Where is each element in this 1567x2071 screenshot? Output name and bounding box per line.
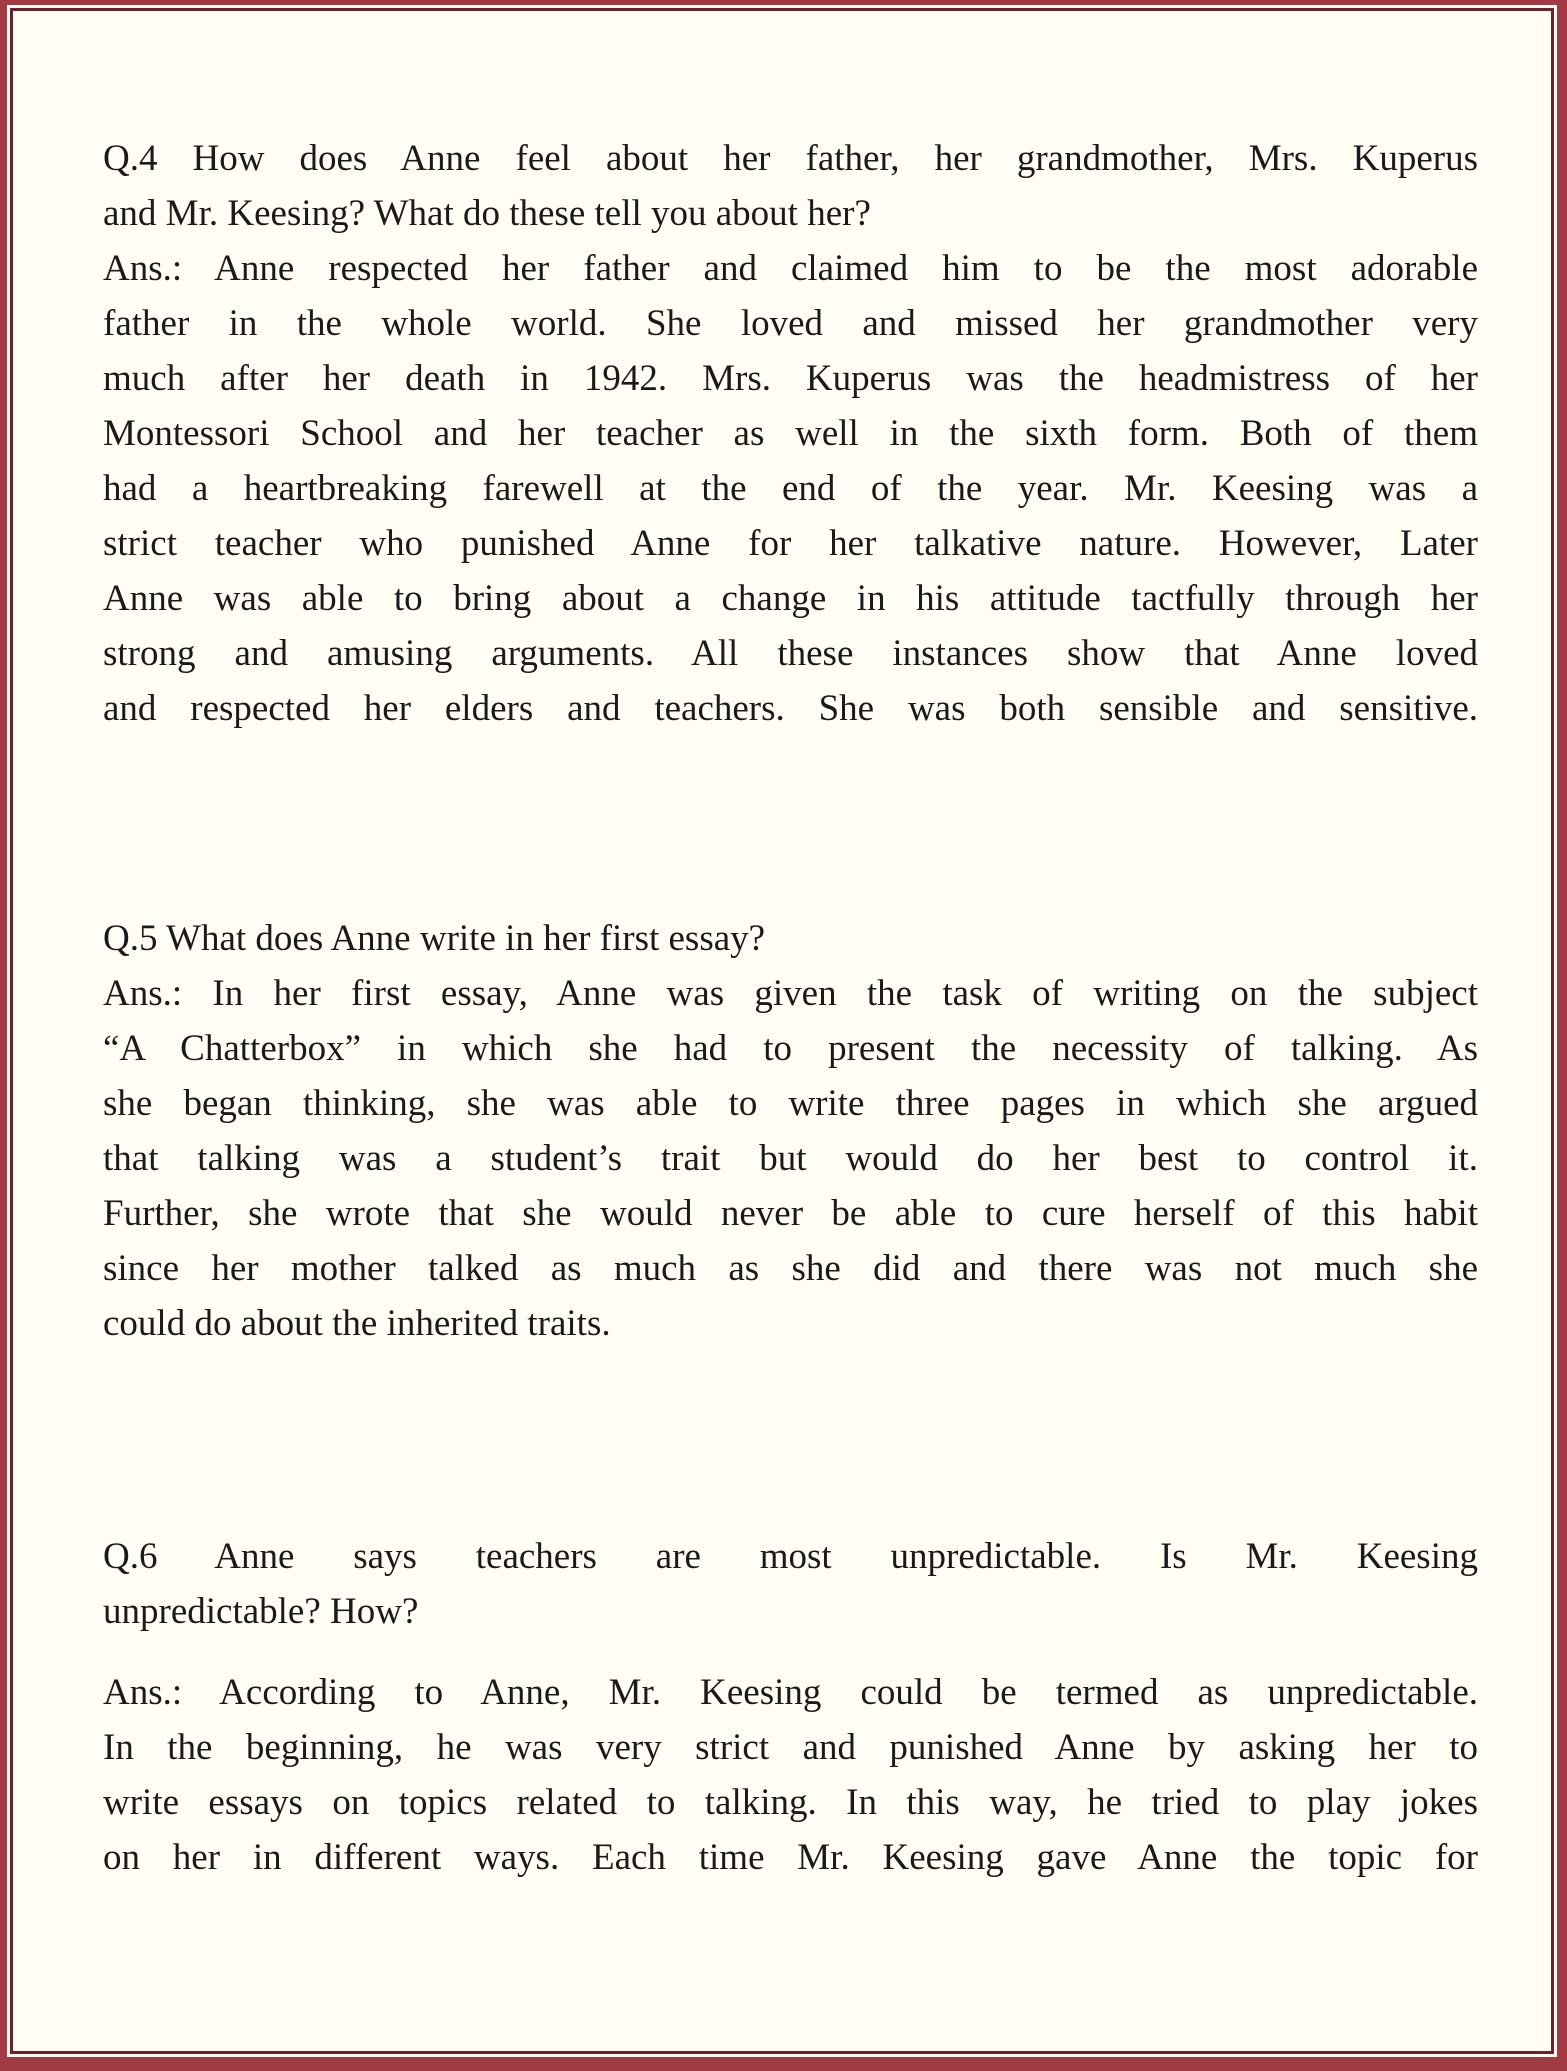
document-page bbox=[10, 8, 1554, 2054]
text-line: strict teacher who punished Anne for her talkative nature. However, Later bbox=[103, 523, 1478, 564]
text-line: and respected her elders and teachers. She was both sensible and sensitive. bbox=[103, 688, 1478, 729]
text-line: unpredictable? How? bbox=[103, 1591, 419, 1632]
text-line: on her in different ways. Each time Mr. Keesing gave Anne the topic for bbox=[103, 1837, 1478, 1878]
question-q5 bbox=[103, 911, 1478, 966]
text-line: In the beginning, he was very strict and punished Anne by asking her to bbox=[103, 1727, 1478, 1768]
answer-q5 bbox=[103, 966, 1478, 1351]
text-line: had a heartbreaking farewell at the end of the year. Mr. Keesing was a bbox=[103, 468, 1478, 509]
text-line: write essays on topics related to talking. In this way, he tried to play jokes bbox=[103, 1782, 1478, 1823]
text-line: since her mother talked as much as she did and there was not much she bbox=[103, 1248, 1478, 1289]
answer-q6 bbox=[103, 1665, 1478, 1885]
text-line: father in the whole world. She loved and missed her grandmother very bbox=[103, 303, 1478, 344]
text-line: Q.6 Anne says teachers are most unpredictable. Is Mr. Keesing bbox=[103, 1536, 1478, 1577]
text-line: Ans.: In her first essay, Anne was given the task of writing on the subject bbox=[103, 973, 1478, 1014]
text-line: that talking was a student’s trait but would do her best to control it. bbox=[103, 1138, 1478, 1179]
answer-q4 bbox=[103, 241, 1478, 736]
text-line: Further, she wrote that she would never be able to cure herself of this habit bbox=[103, 1193, 1478, 1234]
text-line: Q.4 How does Anne feel about her father, her grandmother, Mrs. Kuperus bbox=[103, 138, 1478, 179]
text-line: Ans.: According to Anne, Mr. Keesing could be termed as unpredictable. bbox=[103, 1672, 1478, 1713]
question-q6 bbox=[103, 1529, 1478, 1639]
text-line: much after her death in 1942. Mrs. Kuperus was the headmistress of her bbox=[103, 358, 1478, 399]
text-line: she began thinking, she was able to write three pages in which she argued bbox=[103, 1083, 1478, 1124]
qa-block-q5 bbox=[103, 911, 1478, 1351]
text-line: and Mr. Keesing? What do these tell you about her? bbox=[103, 193, 871, 234]
page-frame bbox=[7, 5, 1557, 2057]
qa-block-q4 bbox=[103, 131, 1478, 736]
text-line: could do about the inherited traits. bbox=[103, 1303, 611, 1344]
text-line: Anne was able to bring about a change in his attitude tactfully through her bbox=[103, 578, 1478, 619]
question-q4 bbox=[103, 131, 1478, 241]
text-line: Q.5 What does Anne write in her first essay? bbox=[103, 918, 766, 959]
text-line: Ans.: Anne respected her father and claimed him to be the most adorable bbox=[103, 248, 1478, 289]
qa-block-q6 bbox=[103, 1529, 1478, 1885]
text-line: strong and amusing arguments. All these instances show that Anne loved bbox=[103, 633, 1478, 674]
text-line: “A Chatterbox” in which she had to present the necessity of talking. As bbox=[103, 1028, 1478, 1069]
text-line: Montessori School and her teacher as well in the sixth form. Both of them bbox=[103, 413, 1478, 454]
